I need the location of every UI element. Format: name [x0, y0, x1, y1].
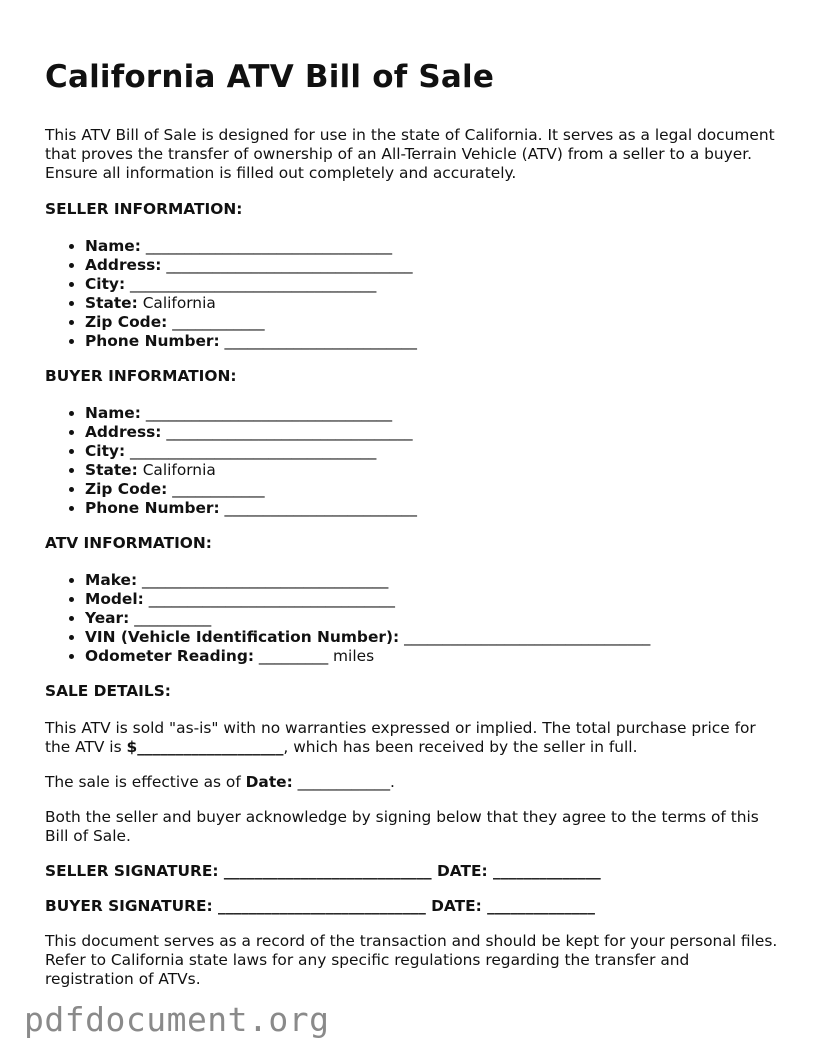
seller-name-item [85, 237, 780, 256]
buyer-list [45, 404, 780, 518]
date-field[interactable]: ____________. [292, 773, 395, 791]
atv-list [45, 571, 780, 666]
atv-year-field[interactable]: __________ [134, 609, 212, 627]
seller-name-field[interactable]: ________________________________ [145, 237, 393, 255]
atv-heading: ATV INFORMATION: [45, 534, 212, 552]
field-label: Name: [85, 237, 141, 255]
field-label: VIN (Vehicle Identification Number): [85, 628, 400, 646]
field-label: State: [85, 294, 138, 312]
atv-vin-item [85, 628, 780, 647]
field-label: Zip Code: [85, 313, 168, 331]
atv-model-field[interactable]: ________________________________ [148, 590, 395, 608]
document-page [45, 58, 780, 989]
atv-vin-field[interactable]: ________________________________ [404, 628, 651, 646]
date-label: Date: [245, 773, 293, 791]
field-label: Zip Code: [85, 480, 168, 498]
buyer-zip-field[interactable]: ____________ [172, 480, 265, 498]
seller-address-item [85, 256, 780, 275]
field-label: Year: [85, 609, 130, 627]
date-paragraph [45, 773, 780, 792]
field-label: Phone Number: [85, 499, 220, 517]
atv-year-item [85, 609, 780, 628]
seller-city-field[interactable]: ________________________________ [130, 275, 377, 293]
field-label: City: [85, 442, 126, 460]
seller-address-field[interactable]: ________________________________ [166, 256, 413, 274]
buyer-heading: BUYER INFORMATION: [45, 367, 237, 385]
seller-phone-item [85, 332, 780, 351]
field-label: Odometer Reading: [85, 647, 254, 665]
seller-state-value: California [142, 294, 216, 312]
atv-make-item [85, 571, 780, 590]
field-label: Make: [85, 571, 138, 589]
price-field[interactable]: $___________________ [126, 738, 284, 756]
atv-model-item [85, 590, 780, 609]
buyer-name-item [85, 404, 780, 423]
buyer-city-field[interactable]: ________________________________ [130, 442, 377, 460]
field-label: Phone Number: [85, 332, 220, 350]
buyer-name-field[interactable]: ________________________________ [145, 404, 393, 422]
atv-odometer-item [85, 647, 780, 666]
seller-zip-field[interactable]: ____________ [172, 313, 265, 331]
document-title: California ATV Bill of Sale [45, 59, 495, 95]
seller-signature-line[interactable]: SELLER SIGNATURE: ___________________________ DATE: ______________ [45, 862, 601, 880]
seller-state-item [85, 294, 780, 313]
price-text-before: This ATV is sold "as-is" with no warranties expressed or implied. The total purchase price for the ATV is [45, 719, 756, 756]
watermark-logo: pdfdocument.org [24, 1000, 330, 1039]
buyer-city-item [85, 442, 780, 461]
field-label: Address: [85, 423, 162, 441]
buyer-state-item [85, 461, 780, 480]
buyer-phone-item [85, 499, 780, 518]
seller-phone-field[interactable]: _________________________ [224, 332, 417, 350]
footer-paragraph: This document serves as a record of the transaction and should be kept for your personal files. Refer to California state laws for any specific regulations regarding the transfer and registration of ATVs. [45, 932, 778, 988]
date-text-before: The sale is effective as of [45, 773, 246, 791]
seller-heading: SELLER INFORMATION: [45, 200, 243, 218]
price-text-after: , which has been received by the seller in full. [283, 738, 638, 756]
atv-make-field[interactable]: ________________________________ [142, 571, 389, 589]
seller-zip-item [85, 313, 780, 332]
acknowledge-paragraph: Both the seller and buyer acknowledge by signing below that they agree to the terms of this Bill of Sale. [45, 808, 759, 845]
seller-list [45, 237, 780, 351]
field-label: Address: [85, 256, 162, 274]
field-label: Model: [85, 590, 144, 608]
buyer-zip-item [85, 480, 780, 499]
buyer-address-field[interactable]: ________________________________ [166, 423, 413, 441]
buyer-signature-line[interactable]: BUYER SIGNATURE: ___________________________ DATE: ______________ [45, 897, 595, 915]
buyer-address-item [85, 423, 780, 442]
buyer-state-value: California [142, 461, 216, 479]
field-label: Name: [85, 404, 141, 422]
atv-odometer-field[interactable]: _________ miles [258, 647, 375, 665]
seller-city-item [85, 275, 780, 294]
field-label: State: [85, 461, 138, 479]
sale-heading: SALE DETAILS: [45, 682, 171, 700]
intro-paragraph: This ATV Bill of Sale is designed for use in the state of California. It serves as a legal document that proves the transfer of ownership of an All-Terrain Vehicle (ATV) from a seller to a buyer. Ensure all information is filled out completely and accurately. [45, 126, 775, 182]
price-paragraph [45, 719, 780, 757]
buyer-phone-field[interactable]: _________________________ [224, 499, 417, 517]
field-label: City: [85, 275, 126, 293]
